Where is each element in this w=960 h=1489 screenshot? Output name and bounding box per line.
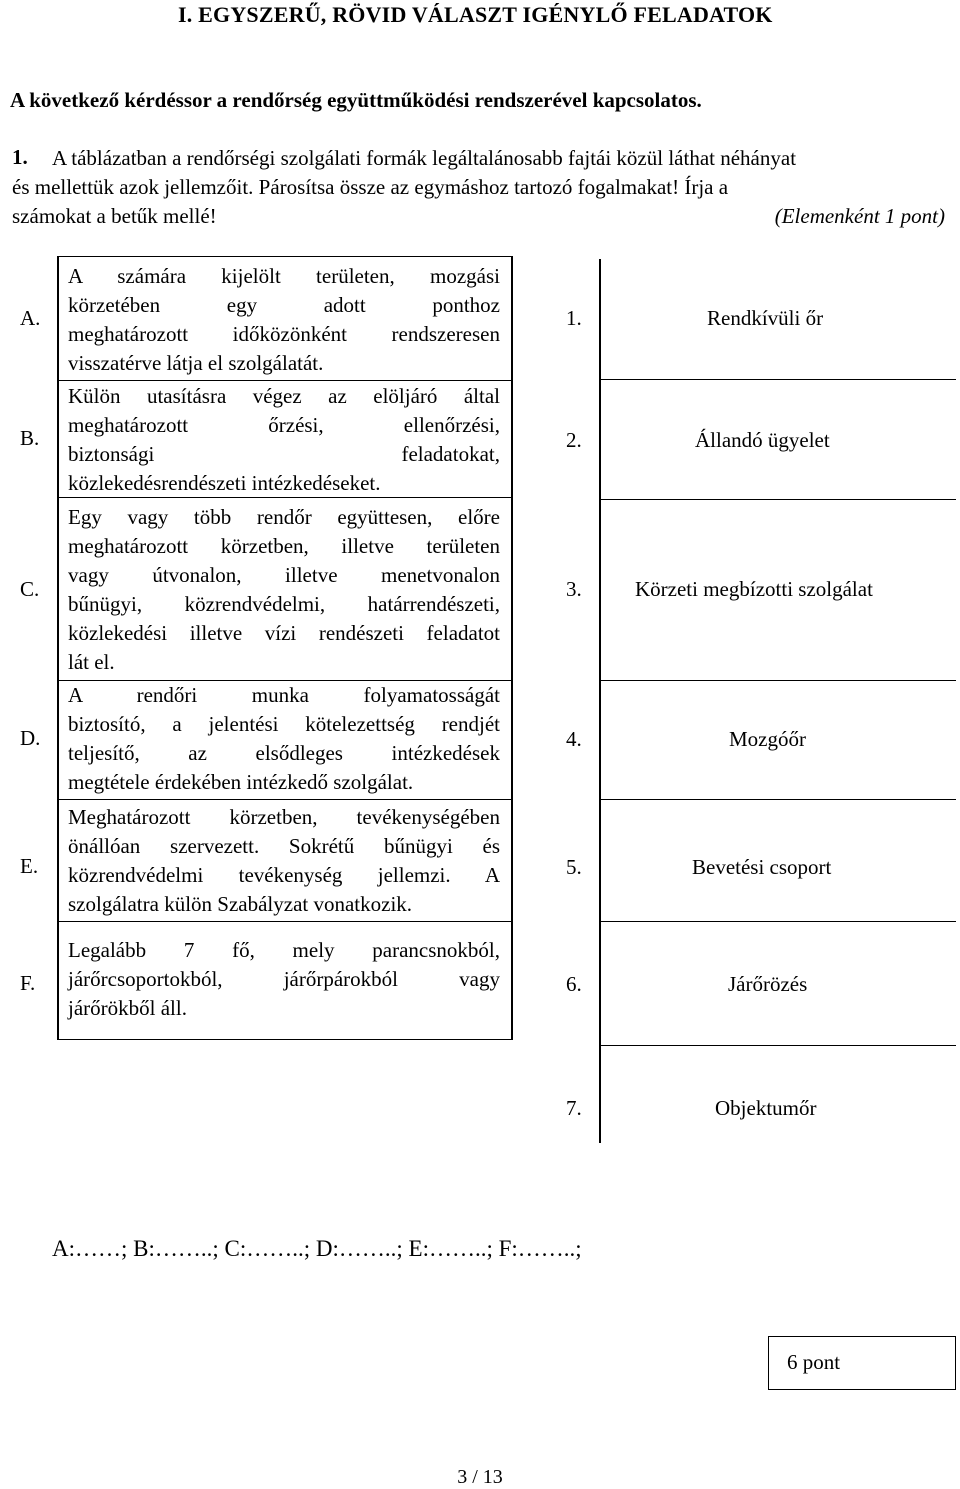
desc-line: teljesítő, az elsődleges intézkedések [68,741,500,765]
row-letter-d: D. [20,726,41,750]
question-line-3: számokat a betűk mellé! [12,204,217,228]
left-table-divider-right [511,256,513,1040]
left-table-border-top [57,256,513,257]
desc-line: bűnügyi, közrendvédelmi, határrendészeti, [68,592,500,616]
left-table-divider-left [57,256,59,1040]
desc-line: megtétele érdekében intézkedő szolgálat. [68,770,414,794]
option-number-1: 1. [566,306,582,330]
desc-line: meghatározott körzetben, illetve területen [68,534,500,558]
desc-line: közlekedési illetve vízi rendészeti feladatot [68,621,500,645]
answer-fill-line[interactable]: A:……; B:……..; C:……..; D:……..; E:……..; F:……..; [52,1236,582,1261]
option-label-3: Körzeti megbízotti szolgálat [635,577,873,601]
desc-line: vagy útvonalon, illetve menetvonalon [68,563,500,587]
desc-line: közlekedésrendészeti intézkedéseket. [68,471,381,495]
row-letter-b: B. [20,426,40,450]
desc-line: meghatározott időközönként rendszeresen [68,322,500,346]
desc-line: A rendőri munka folyamatosságát [68,683,500,707]
desc-line: biztonsági feladatokat, [68,442,500,466]
option-number-3: 3. [566,577,582,601]
left-table-row-sep-4 [57,799,513,800]
row-description-e [68,803,500,919]
row-letter-e: E. [20,854,39,878]
question-line-2: és mellettük azok jellemzőit. Párosítsa össze az egymáshoz tartozó fogalmakat! Írja a [12,175,729,199]
points-box: 6 pont [768,1336,956,1390]
row-description-c [68,503,500,677]
desc-line: járőrcsoportokból, járőrpárokból vagy [68,967,500,991]
question-text [12,144,945,231]
option-label-2: Állandó ügyelet [695,428,830,452]
points-hint: (Elemenként 1 pont) [774,204,945,228]
question-line-3-wrap [12,202,945,231]
option-label-6: Járőrözés [728,972,808,996]
desc-line: visszatérve látja el szolgálatát. [68,351,324,375]
option-label-5: Bevetési csoport [692,855,832,879]
desc-line: Meghatározott körzetben, tevékenységében [68,805,500,829]
left-table-border-bottom [57,1039,513,1040]
desc-line: meghatározott őrzési, ellenőrzési, [68,413,500,437]
row-description-b [68,382,500,498]
option-label-1: Rendkívüli őr [707,306,824,330]
right-table-row-sep-2 [600,499,956,500]
option-number-2: 2. [566,428,582,452]
desc-line: A számára kijelölt területen, mozgási [68,264,500,288]
option-label-7: Objektumőr [715,1096,817,1120]
desc-line: Legalább 7 fő, mely parancsnokból, [68,938,500,962]
question-line-1: A táblázatban a rendőrségi szolgálati formák legáltalánosabb fajtái közül láthat néhányat [52,146,797,170]
right-table-row-sep-6 [600,1045,956,1046]
desc-line: járőrökből áll. [68,996,187,1020]
row-description-a [68,262,500,378]
option-number-5: 5. [566,855,582,879]
row-letter-a: A. [20,306,41,330]
desc-line: biztosító, a jelentési kötelezettség rendjét [68,712,500,736]
desc-line: Külön utasításra végez az elöljáró által [68,384,500,408]
option-label-4: Mozgóőr [729,727,806,751]
option-number-6: 6. [566,972,582,996]
left-table-row-sep-5 [57,921,513,922]
option-number-4: 4. [566,727,582,751]
left-table-row-sep-1 [57,380,513,381]
intro-text: A következő kérdéssor a rendőrség együttműködési rendszerével kapcsolatos. [10,88,702,112]
right-table-row-sep-3 [600,680,956,681]
page-number: 3 / 13 [457,1466,503,1488]
right-table-row-sep-4 [600,799,956,800]
section-heading: I. EGYSZERŰ, RÖVID VÁLASZT IGÉNYLŐ FELADATOK [178,2,773,27]
row-letter-f: F. [20,971,36,995]
right-table-row-sep-5 [600,921,956,922]
row-description-d [68,681,500,797]
desc-line: szolgálatra külön Szabályzat vonatkozik. [68,892,413,916]
desc-line: közrendvédelmi tevékenység jellemzi. A [68,863,500,887]
row-description-f [68,936,500,1023]
desc-line: lát el. [68,650,115,674]
desc-line: önállóan szervezett. Sokrétű bűnügyi és [68,834,500,858]
desc-line: körzetében egy adott ponthoz [68,293,500,317]
right-table-row-sep-1 [600,379,956,380]
desc-line: Egy vagy több rendőr együttesen, előre [68,505,500,529]
row-letter-c: C. [20,577,40,601]
option-number-7: 7. [566,1096,582,1120]
right-table-divider [599,259,601,1143]
question-number: 1. [12,145,28,169]
